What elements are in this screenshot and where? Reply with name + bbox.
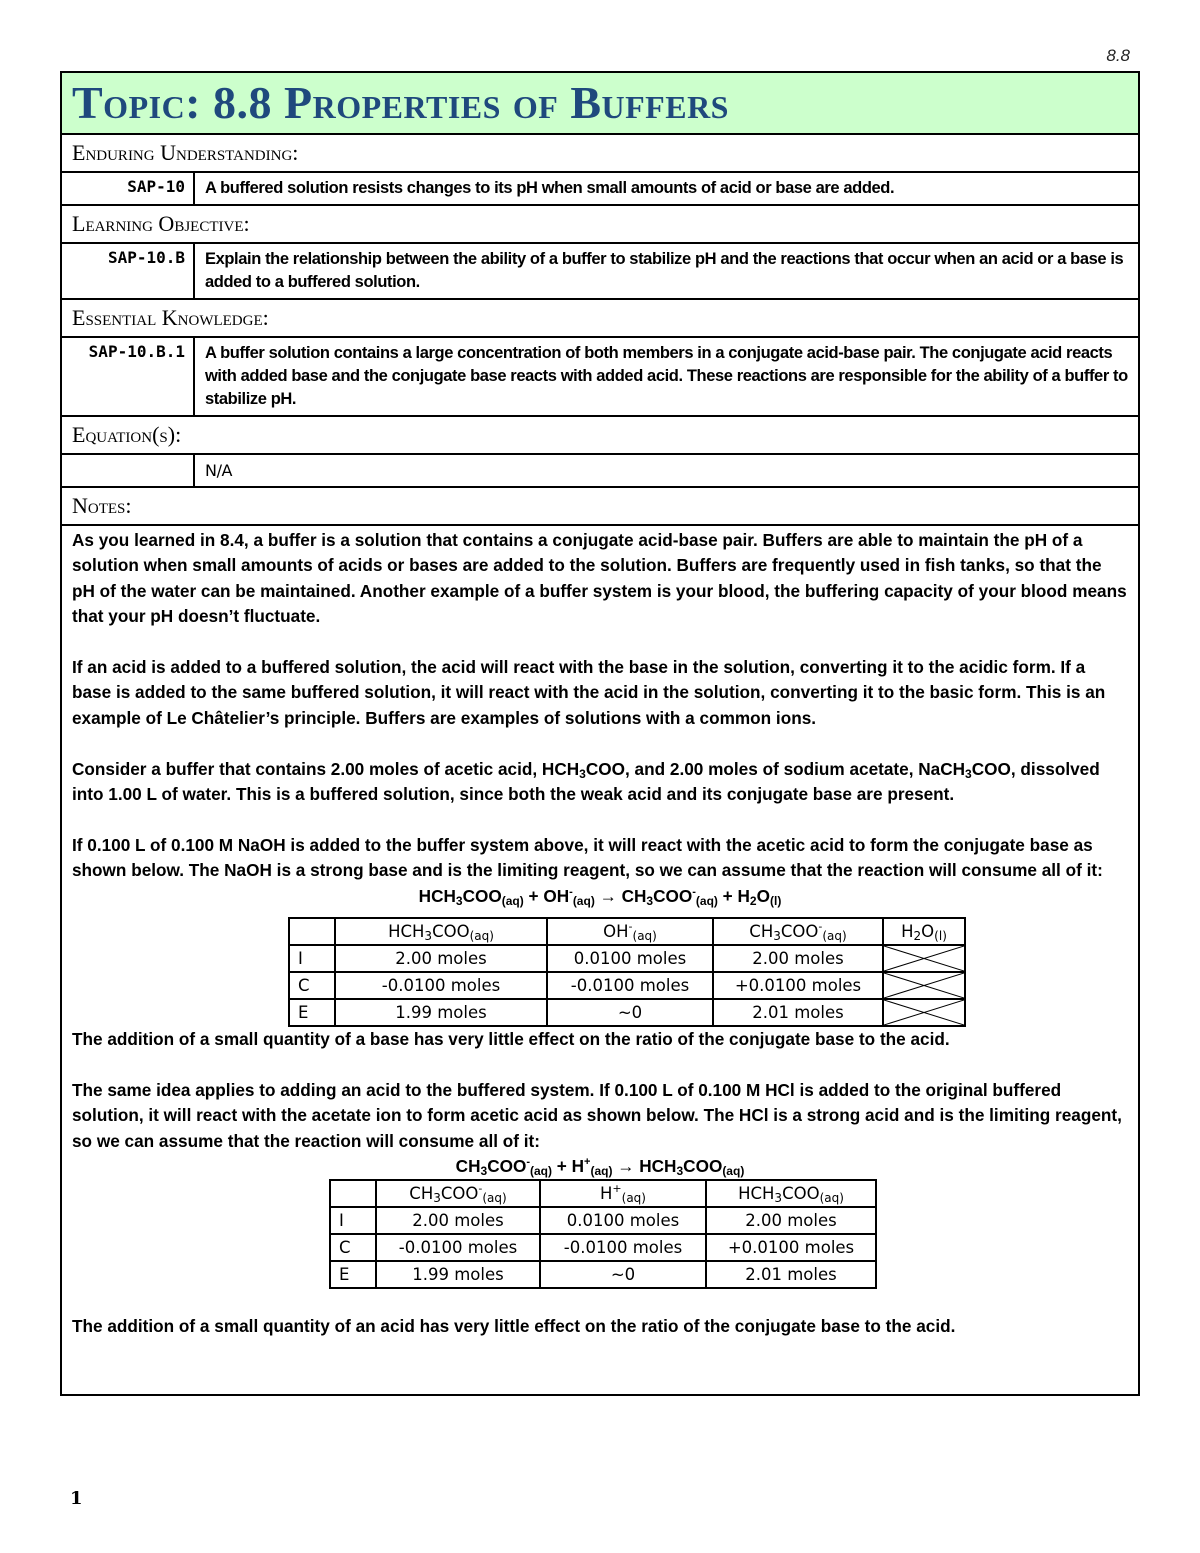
essential-knowledge-heading: Essential Knowledge:	[62, 300, 1138, 338]
ice-cell: -0.0100 moles	[547, 972, 713, 999]
ice-table-acid	[329, 1179, 877, 1289]
notes-paragraph-4: If 0.100 L of 0.100 M NaOH is added to the buffer system above, it will react with the acetic acid to form the conjugate base as shown below. The NaOH is a strong base and is the limiting reagent, so we can assume that the reaction will consume all of it:	[72, 834, 1103, 881]
ice-table-base	[288, 917, 966, 1027]
ice-row-label: C	[330, 1234, 376, 1261]
ice-cell: -0.0100 moles	[335, 972, 547, 999]
notes-box	[60, 486, 1140, 1396]
notes-paragraph-5: The same idea applies to adding an acid to the buffered system. If 0.100 L of 0.100 M HCl is added to the original buffered solution, it will react with the acetate ion to form acetic acid as shown below. The HCl is a strong acid and is the limiting reagent, so we can assume that the reaction will consume all of it:	[72, 1079, 1122, 1151]
conclusion-base: The addition of a small quantity of a base has very little effect on the ratio of the conjugate base to the acid.	[72, 1029, 950, 1050]
ice-cell: 1.99 moles	[335, 999, 547, 1026]
ice-header-ch3coo: $CH_3COO^-_{(aq)}$	[376, 1180, 540, 1207]
ice-row	[289, 972, 965, 999]
ice-header-row	[289, 918, 965, 945]
ice-row	[330, 1261, 876, 1288]
ice-header-hch3coo: $HCH_3COO_{(aq)}$	[335, 918, 547, 945]
notes-paragraph-2: If an acid is added to a buffered solution, the acid will react with the base in the solution, converting it to the acidic form. If a base is added to the same buffered solution, it will react with the acid in the solution, converting it to the basic form. This is an example of Le Châtelier’s principle. Buffers are examples of solutions with a common ions.	[72, 657, 1106, 728]
cross-mark-icon	[884, 946, 964, 971]
lo-text: Explain the relationship between the ability of a buffer to stabilize pH and the reactions that occur when an acid or a base is added to a buffered solution.	[205, 250, 1124, 291]
ice-cell: 2.00 moles	[335, 945, 547, 972]
ice-cell: 0.0100 moles	[547, 945, 713, 972]
ice-cell: +0.0100 moles	[713, 972, 883, 999]
learning-objective-heading: Learning Objective:	[62, 206, 1138, 244]
equation-acid-addition: $CH_3COO^-_{(aq)} + H^+_{(aq)} \to HCH_3COO_{(aq)}$	[455, 1156, 745, 1179]
page-title: Topic: 8.8 Properties of Buffers	[62, 73, 1138, 135]
ice-row	[330, 1234, 876, 1261]
ice-cell: 2.00 moles	[713, 945, 883, 972]
ice-cell: 2.01 moles	[706, 1261, 876, 1288]
ice-cell: -0.0100 moles	[376, 1234, 540, 1261]
cross-mark-icon	[884, 1000, 964, 1025]
ice-row-label: I	[289, 945, 335, 972]
ek-code: SAP-10.B.1	[62, 338, 195, 415]
ice-header-row	[330, 1180, 876, 1207]
notes-heading: Notes:	[62, 488, 1138, 526]
ice-header-oh: $OH^-_{(aq)}$	[547, 918, 713, 945]
ek-text: A buffer solution contains a large concentration of both members in a conjugate acid-base pair. The conjugate acid reacts with added base and the conjugate base reacts with added acid. These reactions are responsible for the ability of a buffer to stabilize pH.	[205, 344, 1128, 408]
ice-row-label: C	[289, 972, 335, 999]
ice-cell: ~0	[540, 1261, 706, 1288]
ice-corner-cell	[330, 1180, 376, 1207]
eq-text: N/A	[205, 461, 233, 480]
page-number: 1	[70, 1488, 83, 1509]
conclusion-acid: The addition of a small quantity of an acid has very little effect on the ratio of the conjugate base to the acid.	[72, 1316, 956, 1337]
ice-row	[289, 999, 965, 1026]
cross-mark-icon	[884, 973, 964, 998]
ice-cell: 0.0100 moles	[540, 1207, 706, 1234]
crossed-out-cell	[883, 972, 965, 999]
essential-knowledge-row	[62, 338, 1138, 417]
ice-cell: +0.0100 moles	[706, 1234, 876, 1261]
ice-row	[330, 1207, 876, 1234]
eu-code: SAP-10	[62, 173, 195, 204]
equations-row	[62, 455, 1138, 486]
notes-paragraph-3: Consider a buffer that contains 2.00 moles of acetic acid, $HCH_3COO$, and 2.00 moles of sodium acetate, NaCH$_3$COO, dissolved into 1.00 L of water. This is a buffered solution, since both the weak acid and its conjugate base are present.	[72, 758, 1100, 805]
ice-corner-cell	[289, 918, 335, 945]
eu-text: A buffered solution resists changes to its pH when small amounts of acid or base are added.	[205, 179, 895, 197]
crossed-out-cell	[883, 999, 965, 1026]
ice-cell: 2.00 moles	[706, 1207, 876, 1234]
eq-code	[62, 455, 195, 486]
topic-box	[60, 71, 1140, 488]
crossed-out-cell	[883, 945, 965, 972]
ice-header-ch3coo: $CH_3COO^-_{(aq)}$	[713, 918, 883, 945]
equation-base-addition: $HCH_3COO_{(aq)} + OH^-_{(aq)} \to CH_3COO^-_{(aq)} + H_2O_{(l)}$	[418, 885, 782, 908]
notes-paragraph-1: As you learned in 8.4, a buffer is a solution that contains a conjugate acid-base pair. Buffers are able to maintain the pH of a solution when small amounts of acids or bases are added to the solution. Buffers are frequently used in fish tanks, so that the pH of the water can be maintained. Another example of a buffer system is your blood, the buffering capacity of your blood means that your pH doesn’t fluctuate.	[72, 530, 1127, 627]
notes-body	[62, 526, 1138, 1340]
ice-row-label: E	[330, 1261, 376, 1288]
ice-cell: ~0	[547, 999, 713, 1026]
learning-objective-row	[62, 244, 1138, 300]
ice-header-h: $H^+_{(aq)}$	[540, 1180, 706, 1207]
ice-cell: 2.00 moles	[376, 1207, 540, 1234]
enduring-understanding-row	[62, 173, 1138, 206]
enduring-understanding-heading: Enduring Understanding:	[62, 135, 1138, 173]
ice-cell: -0.0100 moles	[540, 1234, 706, 1261]
lo-code: SAP-10.B	[62, 244, 195, 298]
ice-cell: 2.01 moles	[713, 999, 883, 1026]
ice-row	[289, 945, 965, 972]
ice-cell: 1.99 moles	[376, 1261, 540, 1288]
ice-row-label: E	[289, 999, 335, 1026]
page-label: 8.8	[1106, 46, 1130, 65]
ice-row-label: I	[330, 1207, 376, 1234]
ice-header-hch3coo: $HCH_3COO_{(aq)}$	[706, 1180, 876, 1207]
equations-heading: Equation(s):	[62, 417, 1138, 455]
ice-header-h2o: $H_2O_{(l)}$	[883, 918, 965, 945]
